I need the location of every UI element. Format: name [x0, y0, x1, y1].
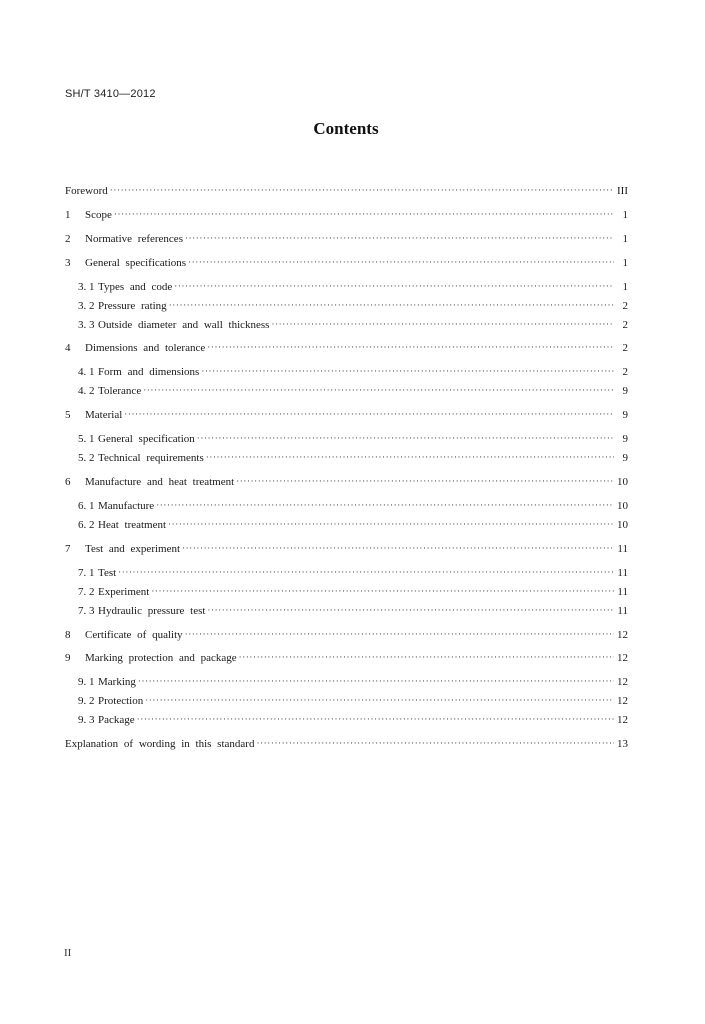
dot-leader — [185, 628, 614, 641]
toc-entry-page: 2 — [622, 366, 628, 378]
toc-subentry[interactable] — [65, 566, 628, 580]
footer-page-number: II — [64, 947, 72, 959]
toc-entry-page: 10 — [617, 519, 628, 531]
dot-leader — [169, 299, 614, 312]
toc-subentry[interactable] — [65, 299, 628, 313]
dot-leader — [206, 451, 614, 464]
toc-entry[interactable] — [65, 408, 628, 422]
toc-entry-page: 10 — [617, 500, 628, 512]
toc-entry-number: 6. 1 — [78, 500, 95, 512]
toc-entry-number: 4. 1 — [78, 366, 95, 378]
toc-subentry[interactable] — [65, 585, 628, 599]
toc-entry-label: Package — [98, 714, 135, 726]
toc-entry-number: 1 — [65, 209, 71, 221]
toc-subentry[interactable] — [65, 499, 628, 513]
toc-entry-page: 11 — [617, 543, 628, 555]
toc-entry-page: 11 — [617, 586, 628, 598]
toc-entry-label: Certificate of quality — [85, 629, 183, 641]
toc-entry-page: 1 — [622, 281, 628, 293]
standard-number: SH/T 3410—2012 — [65, 88, 156, 100]
toc-entry-number: 9. 1 — [78, 676, 95, 688]
page-title: Contents — [313, 119, 379, 138]
toc-entry-page: III — [617, 185, 628, 197]
dot-leader — [207, 604, 614, 617]
dot-leader — [138, 675, 614, 688]
toc-entry-label: Types and code — [98, 281, 173, 293]
toc-entry-page: 2 — [622, 300, 628, 312]
dot-leader — [185, 232, 614, 245]
toc-entry-page: 13 — [617, 738, 628, 750]
toc-entry-label: Form and dimensions — [98, 366, 200, 378]
toc-entry-number: 8 — [65, 629, 71, 641]
toc-entry-number: 9. 3 — [78, 714, 95, 726]
toc-entry-label: General specification — [98, 433, 195, 445]
toc-entry-number: 9. 2 — [78, 695, 95, 707]
dot-leader — [236, 475, 614, 488]
toc-entry-label: Outside diameter and wall thickness — [98, 319, 270, 331]
toc-entry[interactable] — [65, 184, 628, 198]
toc-entry[interactable] — [65, 628, 628, 642]
toc-entry-number: 6 — [65, 476, 71, 488]
toc-entry[interactable] — [65, 232, 628, 246]
toc-entry-label: Material — [85, 409, 123, 421]
dot-leader — [256, 737, 614, 750]
dot-leader — [182, 542, 614, 555]
toc-entry-label: Pressure rating — [98, 300, 167, 312]
toc-entry-label: Test — [98, 567, 117, 579]
toc-entry-page: 12 — [617, 695, 628, 707]
dot-leader — [201, 365, 614, 378]
toc-entry-page: 12 — [617, 714, 628, 726]
toc-subentry[interactable] — [65, 318, 628, 332]
toc-entry-number: 5. 1 — [78, 433, 95, 445]
toc-entry-label: Heat treatment — [98, 519, 167, 531]
toc-entry-label: Manufacture — [98, 500, 155, 512]
dot-leader — [207, 341, 614, 354]
dot-leader — [110, 184, 614, 197]
dot-leader — [168, 518, 614, 531]
toc-entry-number: 3. 1 — [78, 281, 95, 293]
toc-entry-number: 5 — [65, 409, 71, 421]
toc-entry-number: 2 — [65, 233, 71, 245]
toc-entry-label: General specifications — [85, 257, 187, 269]
toc-entry-label: Explanation of wording in this standard — [65, 738, 255, 750]
toc-entry-number: 3 — [65, 257, 71, 269]
toc-entry-number: 4 — [65, 342, 71, 354]
toc-entry-label: Dimensions and tolerance — [85, 342, 206, 354]
toc-entry-label: Protection — [98, 695, 144, 707]
toc-entry-page: 11 — [617, 605, 628, 617]
toc-subentry[interactable] — [65, 675, 628, 689]
dot-leader — [239, 651, 614, 664]
toc-entry[interactable] — [65, 542, 628, 556]
toc-entry-number: 9 — [65, 652, 71, 664]
dot-leader — [174, 280, 614, 293]
toc-entry-label: Marking — [98, 676, 136, 688]
toc-entry[interactable] — [65, 341, 628, 355]
toc-subentry[interactable] — [65, 384, 628, 398]
toc-entry-number: 6. 2 — [78, 519, 95, 531]
toc-entry-label: Normative references — [85, 233, 183, 245]
toc-entry-page: 1 — [622, 257, 628, 269]
dot-leader — [124, 408, 614, 421]
toc-subentry[interactable] — [65, 694, 628, 708]
toc-entry-label: Test and experiment — [85, 543, 181, 555]
toc-subentry[interactable] — [65, 365, 628, 379]
toc-subentry[interactable] — [65, 518, 628, 532]
toc-entry-page: 1 — [622, 209, 628, 221]
toc-subentry[interactable] — [65, 451, 628, 465]
dot-leader — [114, 208, 614, 221]
dot-leader — [197, 432, 614, 445]
dot-leader — [137, 713, 614, 726]
toc-entry-page: 12 — [617, 629, 628, 641]
dot-leader — [118, 566, 614, 579]
toc-entry-label: Hydraulic pressure test — [98, 605, 206, 617]
toc-entry[interactable] — [65, 256, 628, 270]
toc-entry-number: 7 — [65, 543, 71, 555]
toc-entry-page: 9 — [622, 433, 628, 445]
toc-entry[interactable] — [65, 651, 628, 665]
toc-entry-page: 10 — [617, 476, 628, 488]
dot-leader — [156, 499, 614, 512]
toc-entry-label: Scope — [85, 209, 112, 221]
toc-entry-page: 9 — [622, 452, 628, 464]
toc-entry-label: Technical requirements — [98, 452, 204, 464]
toc-subentry[interactable] — [65, 713, 628, 727]
toc-entry-label: Manufacture and heat treatment — [85, 476, 235, 488]
toc-entry-number: 7. 1 — [78, 567, 95, 579]
toc-entry[interactable] — [65, 475, 628, 489]
toc-entry-page: 12 — [617, 676, 628, 688]
toc-entry-number: 5. 2 — [78, 452, 95, 464]
toc-subentry[interactable] — [65, 432, 628, 446]
toc-entry-number: 4. 2 — [78, 385, 95, 397]
toc-entry-page: 2 — [622, 342, 628, 354]
toc-entry-number: 7. 3 — [78, 605, 95, 617]
toc-entry-page: 12 — [617, 652, 628, 664]
toc-entry[interactable] — [65, 208, 628, 222]
toc-subentry[interactable] — [65, 604, 628, 618]
toc-entry-page: 9 — [622, 409, 628, 421]
dot-leader — [143, 384, 614, 397]
toc-entry-number: 7. 2 — [78, 586, 95, 598]
toc-entry-number: 3. 2 — [78, 300, 95, 312]
toc-entry-page: 11 — [617, 567, 628, 579]
toc-entry-number: 3. 3 — [78, 319, 95, 331]
toc-entry-label: Foreword — [65, 185, 108, 197]
toc-entry[interactable] — [65, 737, 628, 751]
dot-leader — [271, 318, 614, 331]
toc-entry-label: Tolerance — [98, 385, 142, 397]
dot-leader — [145, 694, 614, 707]
dot-leader — [188, 256, 614, 269]
toc-subentry[interactable] — [65, 280, 628, 294]
toc-entry-label: Marking protection and package — [85, 652, 237, 664]
dot-leader — [151, 585, 614, 598]
toc-entry-label: Experiment — [98, 586, 150, 598]
toc-entry-page: 2 — [622, 319, 628, 331]
toc-entry-page: 9 — [622, 385, 628, 397]
toc-entry-page: 1 — [622, 233, 628, 245]
